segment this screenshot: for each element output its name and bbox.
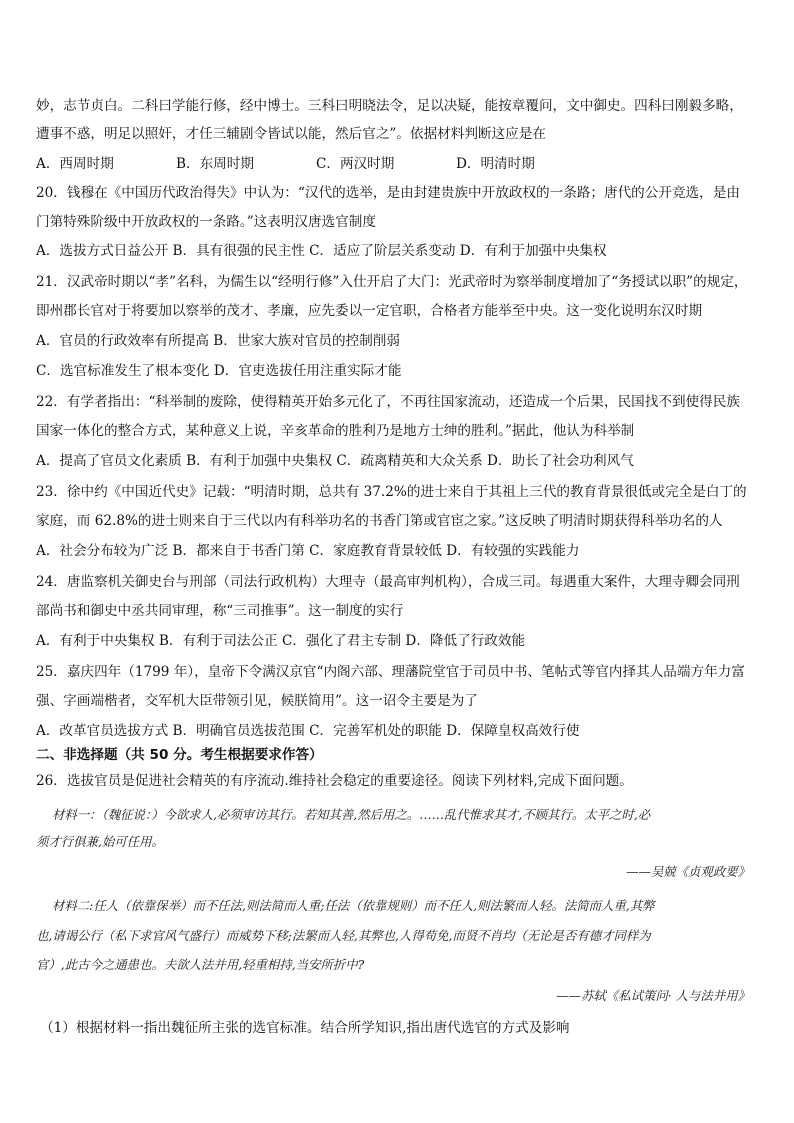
q26-subquestion-1: （1）根据材料一指出魏征所主张的选官标准。结合所学知识,指出唐代选官的方式及影响 (40, 1020, 570, 1036)
q19-options (36, 154, 766, 174)
material-2-line-1: 材料二:任人（依靠保举）而不任法,则法简而人重;任法（依靠规则）而不任人,则法繁而人轻。法简而人重,其弊 (52, 898, 655, 913)
q21-text-line-1: 21．汉武帝时期以“孝”名科，为儒生以“经明行修”入仕开启了大门：光武帝时为察举制度增加了“务授试以职”的规定， (36, 274, 748, 290)
section-2-heading: 二、非选择题（共 50 分。考生根据要求作答） (36, 747, 323, 763)
q24-text-line-2: 部尚书和御史中丞共同审理，称“三司推事”。这一制度的实行 (36, 603, 404, 619)
material-2-source: ——苏轼《私试策问· 人与法并用》 (556, 988, 750, 1003)
q20-options[interactable]: A．选拔方式日益公开 B．具有很强的民主性 C．适应了阶层关系变动 D．有利于加强中央集权 (36, 243, 607, 259)
q19-option-b[interactable]: B．东周时期 (176, 156, 254, 172)
q25-text-line-2: 强、字画端楷者，交军机大臣带领引见，候朕简用”。这一诏令主要是为了 (36, 693, 478, 709)
material-2-line-3: 官）,此古今之通患也。夫欲人法并用,轻重相持,当安所折中? (36, 957, 365, 972)
q21-options-ab[interactable]: A．官员的行政效率有所提高 B．世家大族对官员的控制削弱 (36, 333, 400, 349)
q21-text-line-2: 即州郡长官对于将要加以察举的茂才、孝廉，应先委以一定官职，合格者方能举至中央。这一变化说明东汉时期 (36, 303, 703, 319)
q19-option-c[interactable]: C．两汉时期 (316, 156, 395, 172)
q21-options-cd[interactable]: C．选官标准发生了根本变化 D．官吏选拔任用注重实际才能 (36, 363, 402, 379)
q26-intro: 26．选拔官员是促进社会精英的有序流动.维持社会稳定的重要途径。阅读下列材料,完成下面问题。 (36, 773, 633, 789)
material-1-line-1: 材料一：（魏征说：）今欲求人,必须审访其行。若知其善,然后用之。……乱代惟求其才,不顾其行。太平之时,必 (52, 807, 651, 822)
q25-options[interactable]: A．改革官员选拔方式 B．明确官员选拔范围 C．完善军机处的职能 D．保障皇权高效行使 (36, 723, 580, 739)
material-2-line-2: 也,请谒公行（私下求官风气盛行）而威势下移;法繁而人轻,其弊也,人得苟免,而贤不肖均（无论是否有德才同样为 (36, 928, 651, 943)
q20-text-line-1: 20．钱穆在《中国历代政治得失》中认为：“汉代的选举，是由封建贵族中开放政权的一条路；唐代的公开竞选，是由 (36, 185, 740, 201)
q19-option-d[interactable]: D．明清时期 (456, 156, 535, 172)
q23-text-line-2: 家庭，而 62.8%的进士则来自于三代以内有科举功名的书香门第或官宦之家。”这反映了明清时期获得科举功名的人 (36, 513, 723, 529)
material-1-source: ——吴兢《贞观政要》 (626, 864, 750, 879)
q19-text-line-1: 妙，志节贞白。二科曰学能行修，经中博士。三科曰明晓法令，足以决疑，能按章覆问，文中御史。四科曰刚毅多略， (36, 98, 743, 114)
q25-text-line-1: 25．嘉庆四年（1799 年），皇帝下令满汉京官“内阁六部、理藩院堂官于司员中书、笔帖式等官内择其人品端方年力富 (36, 664, 745, 680)
q24-text-line-1: 24．唐监察机关御史台与刑部（司法行政机构）大理寺（最高审判机构），合成三司。每遇重大案件，大理寺卿会同刑 (36, 574, 740, 590)
q22-text-line-2: 国家一体化的整合方式，某种意义上说，辛亥革命的胜利乃是地方士绅的胜利。”据此，他认为科举制 (36, 423, 635, 439)
q22-options[interactable]: A．提高了官员文化素质 B．有利于加强中央集权 C．疏离精英和大众关系 D．助长了社会功利风气 (36, 453, 634, 469)
q24-options[interactable]: A．有利于中央集权 B．有利于司法公正 C．强化了君主专制 D．降低了行政效能 (36, 633, 526, 649)
material-1-line-2: 须才行俱兼,始可任用。 (36, 834, 164, 849)
q22-text-line-1: 22．有学者指出：“科举制的废除，使得精英开始多元化了，不再往国家流动，还造成一个后果，民国找不到使得民族 (36, 394, 740, 410)
q23-options[interactable]: A．社会分布较为广泛 B．都来自于书香门第 C．家庭教育背景较低 D．有较强的实践能力 (36, 543, 580, 559)
q20-text-line-2: 门第特殊阶级中开放政权的一条路。”这表明汉唐选官制度 (36, 214, 376, 230)
q23-text-line-1: 23．徐中约《中国近代史》记载：“明清时期，总共有 37.2%的进士来自于其祖上三代的教育背景很低或完全是白丁的 (36, 484, 747, 500)
q19-option-a[interactable]: A．西周时期 (36, 156, 114, 172)
q19-text-line-2: 遭事不惑，明足以照奸，才任三辅剧令皆试以能，然后官之”。依据材料判断这应是在 (36, 126, 546, 142)
